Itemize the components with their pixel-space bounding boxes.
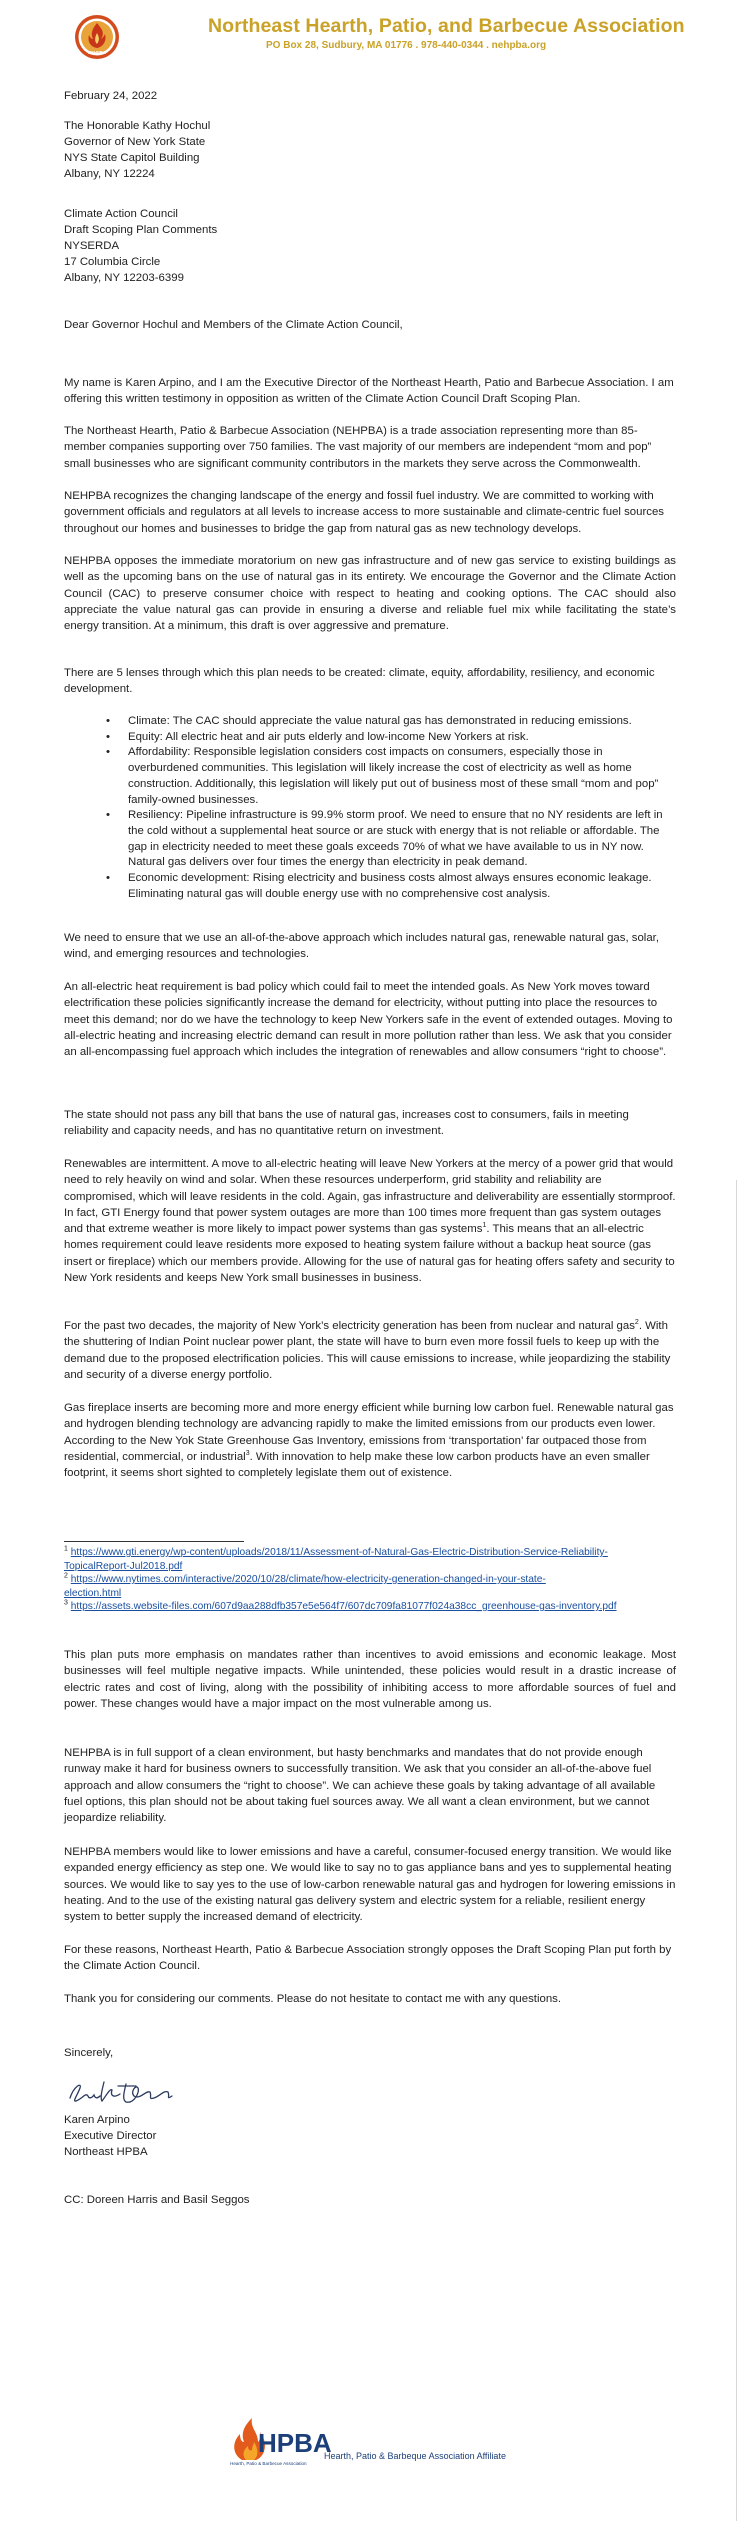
- bullet-icon: •: [106, 746, 110, 759]
- generation-paragraph: [64, 1318, 676, 1383]
- footnote-number: 1: [64, 1545, 68, 1553]
- paragraph-text: . With innovation to help make these low carbon products have an even smaller footprint, it seems short sighted to completely legislate them out of existence.: [64, 1450, 650, 1480]
- association-seal-icon: [74, 14, 120, 60]
- footnote-link[interactable]: https://www.nytimes.com/interactive/2020/10/28/climate/how-electricity-generation-changed-in-your-state-: [70, 1574, 546, 1585]
- footnote-2: [64, 1573, 676, 1587]
- handwritten-signature-icon: [64, 2074, 184, 2110]
- bullet-icon: •: [106, 730, 110, 743]
- signer-title: Executive Director: [64, 2130, 157, 2142]
- body-paragraph: NEHPBA is in full support of a clean environment, but hasty benchmarks and mandates that do not provide enough runway make it hard for business owners to successfully transition. We ask that you consider an all-of-the-above fuel approach and allow consumers the “right to choose”. We can achieve these goals by taking advantage of all available fuel options, this plan should not be about taking fuel sources away. We all want a clean environment, but we cannot jeopardize reliability.: [64, 1747, 656, 1825]
- recipient-line: Governor of New York State: [64, 136, 206, 148]
- footnote-2-continued: [64, 1587, 676, 1601]
- body-paragraph: NEHPBA members would like to lower emissions and have a careful, consumer-focused energy transition. We would like expanded energy efficiency as step one. We would like to say no to gas appliance bans and yes to supplemental heating sources. We would like to say yes to the use of low-carbon renewable natural gas and hydrogen for lowering emissions in heating. And to the use of the existing natural gas delivery system and electric system for a reliable, resilient energy system to better supply the increased demand of electricity.: [64, 1846, 676, 1924]
- recipient-council: [64, 206, 676, 286]
- bullet-icon: •: [106, 872, 110, 885]
- bullet-icon: •: [106, 715, 110, 727]
- recipient-line: 17 Columbia Circle: [64, 256, 161, 268]
- footnote-number: 2: [64, 1572, 68, 1580]
- salutation: Dear Governor Hochul and Members of the Climate Action Council,: [64, 319, 403, 331]
- body-paragraph: NEHPBA opposes the immediate moratorium on new gas infrastructure and of new gas service to existing buildings as well as the upcoming bans on the use of natural gas in its entirety. We encourage the Governor and the Climate Action Council (CAC) to preserve consumer choice with respect to heating and cooking options. The CAC should also appreciate the value natural gas can provide in ensuring a diverse and reliable fuel mix while facilitating the state’s energy transition. At a minimum, this draft is over aggressive and premature.: [64, 555, 676, 633]
- paragraph-text: Gas fireplace inserts are becoming more and more energy efficient while burning low carbon fuel. Renewable natural gas and hydrogen blending technology are advancing rapidly to make the limited emissions from our products even lower. According to the New Yok State Greenhouse Gas Inventory, emissions from ‘transportation’ far outpaced those from residential, commercial, or industrial: [64, 1402, 674, 1463]
- footnote-ref[interactable]: 1: [482, 1222, 487, 1230]
- organization-address: PO Box 28, Sudbury, MA 01776 . 978-440-0344 . nehpba.org: [266, 40, 547, 51]
- list-item-text: Economic development: Rising electricity and business costs almost always ensures economic leakage. Eliminating natural gas will double energy use with no comprehensive cost analysis.: [128, 872, 652, 900]
- signer-organization: Northeast HPBA: [64, 2146, 148, 2158]
- bullet-icon: •: [106, 809, 110, 822]
- body-paragraph: For these reasons, Northeast Hearth, Patio & Barbecue Association strongly opposes the Draft Scoping Plan put forth by the Climate Action Council.: [64, 1944, 672, 1973]
- list-item-text: Climate: The CAC should appreciate the value natural gas has demonstrated in reducing emissions.: [128, 715, 632, 727]
- affiliate-caption: Hearth, Patio & Barbeque Association Affiliate: [324, 2451, 506, 2461]
- body-paragraph: This plan puts more emphasis on mandates rather than incentives to avoid emissions and economic leakage. Most businesses will feel multiple negative impacts. While unintended, these policies would result in a drastic increase of electric rates and cost of living, along with the possibility of inhibiting access to more affordable sources of fuel and power. These changes would have a major impact on the most vulnerable among us.: [64, 1649, 676, 1710]
- footnote-link[interactable]: election.html: [64, 1587, 122, 1599]
- organization-name: Northeast Hearth, Patio, and Barbecue Association: [208, 15, 685, 37]
- cc-line: CC: Doreen Harris and Basil Seggos: [64, 2194, 250, 2206]
- body-paragraph: There are 5 lenses through which this plan needs to be created: climate, equity, affordability, resiliency, and economic development.: [64, 667, 655, 696]
- seal-lettering: NEHPBA: [88, 50, 106, 55]
- paragraph-text: For the past two decades, the majority of New York’s electricity generation has been from nuclear and natural gas: [64, 1320, 635, 1332]
- footnote-link[interactable]: TopicalReport-Jul2018.pdf: [64, 1560, 183, 1572]
- footnote-ref[interactable]: 3: [245, 1450, 250, 1458]
- recipient-line: Climate Action Council: [64, 208, 178, 220]
- body-paragraph: NEHPBA recognizes the changing landscape of the energy and fossil fuel industry. We are committed to working with government officials and regulators at all levels to increase access to more sustainable and climate-centric fuel sources throughout our homes and businesses to bridge the gap from natural gas as new technology develops.: [64, 490, 664, 535]
- body-paragraph: The Northeast Hearth, Patio & Barbecue Association (NEHPBA) is a trade association representing more than 85-member companies supporting over 750 families. The vast majority of our members are independent “mom and pop” small businesses who are significant community contributors in the markets they serve across the Commonwealth.: [64, 425, 652, 470]
- inserts-paragraph: [64, 1400, 676, 1481]
- letter-date: February 24, 2022: [64, 90, 158, 102]
- footnote-1-continued: [64, 1560, 676, 1574]
- footnotes: [64, 1546, 676, 1614]
- hpba-logo-caption: Hearth, Patio & Barbecue Association: [230, 2461, 307, 2466]
- recipient-line: Albany, NY 12203-6399: [64, 272, 184, 284]
- hpba-logo-text: HPBA: [258, 2428, 332, 2458]
- letterhead: [74, 12, 685, 64]
- footnote-ref[interactable]: 2: [634, 1319, 639, 1327]
- footnote-number: 3: [64, 1599, 68, 1607]
- recipient-line: Albany, NY 12224: [64, 168, 155, 180]
- closing: Sincerely,: [64, 2047, 114, 2059]
- page-edge-divider: [736, 1180, 737, 2521]
- footnote-link[interactable]: https://www.gti.energy/wp-content/uploads/2018/11/Assessment-of-Natural-Gas-Electric-Distribution-Service-Reliability-: [70, 1547, 608, 1558]
- footnote-1: [64, 1546, 676, 1560]
- list-item: [106, 745, 676, 808]
- paragraph-text: . With the shuttering of Indian Point nuclear power plant, the state will have to burn even more fossil fuels to keep up with the demand due to the proposed electrification policies. This will cause emissions to increase, while jeopardizing the stability and security of a diverse energy portfolio.: [64, 1320, 671, 1381]
- body-paragraph: The state should not pass any bill that bans the use of natural gas, increases cost to consumers, fails in meeting reliability and capacity needs, and has no quantitative return on investment.: [64, 1109, 629, 1138]
- recipient-line: NYS State Capitol Building: [64, 152, 200, 164]
- renewables-paragraph: [64, 1156, 676, 1286]
- lenses-list: [64, 714, 676, 902]
- paragraph-text: Renewables are intermittent. A move to all-electric heating will leave New Yorkers at the mercy of a power grid that would need to rely heavily on wind and solar. When these resources underperform, grid stability and reliability are compromised, which will leave residents in the cold. Again, gas infrastructure and deliverability are essentially stormproof. In fact, GTI Energy found that power system outages are more than 100 times more frequent than gas system outages and that extreme weather is more likely to impact power systems than gas systems: [64, 1158, 676, 1236]
- recipient-governor: [64, 118, 676, 182]
- list-item: [106, 730, 676, 746]
- paragraph-text: . This means that an all-electric homes requirement could leave residents more exposed to heating system failure without a backup heat source (gas insert or fireplace) which our members provide. Allowing for the use of natural gas for heating offers safety and security to New York residents and keeps New York small businesses in business.: [64, 1223, 675, 1285]
- footnote-link[interactable]: https://assets.website-files.com/607d9aa288dfb357e5e564f7/607dc709fa81077f024a38cc_greenhouse-gas-inventory.pdf: [70, 1601, 617, 1612]
- body-paragraph: We need to ensure that we use an all-of-the-above approach which includes natural gas, renewable natural gas, solar, wind, and emerging resources and technologies.: [64, 932, 659, 961]
- list-item: [106, 808, 676, 871]
- footnote-3: [64, 1600, 676, 1614]
- body-paragraph: An all-electric heat requirement is bad policy which could fail to meet the intended goals. As New York moves toward electrification these policies significantly increase the demand for electricity, without putting into place the resources to meet this demand; nor do we have the technology to keep New Yorkers safe in the event of extended outages. Moving to all-electric heating and increasing electric demand can result in more pollution rather than less. We ask that you consider an all-encompassing fuel approach which includes the integration of renewables and allow consumers “right to choose”.: [64, 981, 673, 1059]
- recipient-line: Draft Scoping Plan Comments: [64, 224, 218, 236]
- list-item-text: Affordability: Responsible legislation considers cost impacts on consumers, especially those in overburdened communities. This legislation will likely increase the cost of electricity as well as home construction. Additionally, this legislation will likely put out of business most of these small “mom and pop” family-owned businesses.: [128, 746, 659, 806]
- list-item-text: Equity: All electric heat and air puts elderly and low-income New Yorkers at risk.: [128, 730, 529, 743]
- list-item-text: Resiliency: Pipeline infrastructure is 99.9% storm proof. We need to ensure that no NY residents are left in the cold without a supplemental heat source or are stuck with energy that is not reliable or affordable. The gap in electricity needed to meet these goals exceeds 70% of what we have available to us in NY now. Natural gas delivers over four times the energy than electricity in peak demand.: [128, 809, 663, 869]
- list-item: [106, 714, 676, 730]
- recipient-line: The Honorable Kathy Hochul: [64, 120, 211, 132]
- footnote-divider: [64, 1541, 244, 1542]
- list-item: [106, 871, 676, 902]
- recipient-line: NYSERDA: [64, 240, 120, 252]
- body-paragraph: Thank you for considering our comments. Please do not hesitate to contact me with any questions.: [64, 1993, 562, 2005]
- body-paragraph: My name is Karen Arpino, and I am the Executive Director of the Northeast Hearth, Patio and Barbecue Association. I am offering this written testimony in opposition as written of the Climate Action Council Draft Scoping Plan.: [64, 377, 674, 406]
- signer-name: Karen Arpino: [64, 2114, 130, 2126]
- signer-block: [64, 2112, 676, 2160]
